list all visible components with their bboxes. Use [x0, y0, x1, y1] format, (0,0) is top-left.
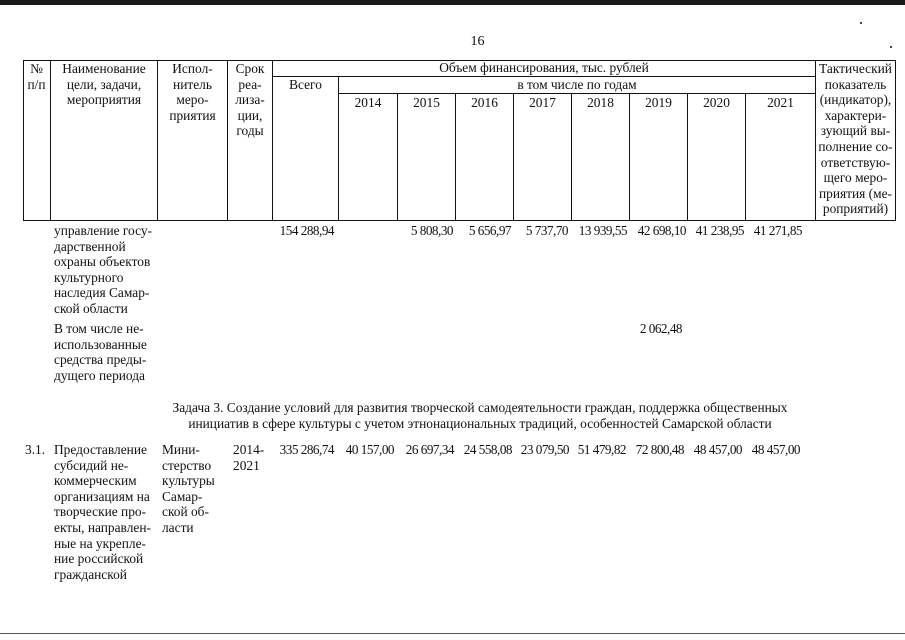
header-term: Срок реа- лиза- ции, годы: [235, 61, 265, 139]
col-line: [895, 60, 896, 221]
row1-2016: 5 656,97: [468, 223, 511, 238]
row3-2015: 26 697,34: [405, 442, 454, 457]
page-number: 16: [470, 34, 485, 49]
header-year: 2020: [703, 95, 730, 110]
row1-2015: 5 808,30: [410, 223, 453, 238]
header-name: Наименование цели, задачи, мероприятия: [62, 61, 146, 108]
header-year: 2019: [645, 95, 672, 110]
row2-name: В том числе не- использованные средства преды- дущего периода: [54, 321, 147, 383]
row1-2019: 42 698,10: [637, 223, 686, 238]
row3-executor: Мини- стерство культуры Самар- ской об- ласти: [162, 442, 215, 535]
col-line: [687, 93, 688, 221]
row1-2017: 5 737,70: [525, 223, 568, 238]
row2-2019: 2 062,48: [639, 321, 682, 336]
bottom-scan-line: [0, 633, 905, 634]
row3-2019: 72 800,48: [635, 442, 684, 457]
header-executor: Испол- нитель меро- приятия: [169, 61, 216, 123]
row1-total: 154 288,94: [279, 223, 334, 238]
header-by-year: в том числе по годам: [517, 77, 637, 92]
row3-num: 3.1.: [25, 442, 46, 457]
col-line: [513, 93, 514, 221]
row3-2021: 48 457,00: [751, 442, 800, 457]
task-title: Задача 3. Создание условий для развития творческой самодеятельности граждан, поддержка общественных инициатив в сфере культуры с учетом этнонациональных традиций, особенностей Самарской области: [172, 400, 788, 431]
row1-2021: 41 271,85: [753, 223, 802, 238]
header-total: Всего: [289, 77, 322, 92]
scan-speck: [860, 22, 862, 24]
row3-2018: 51 479,82: [577, 442, 626, 457]
col-line: [745, 93, 746, 221]
row3-name: Предоставление субсидий не- коммерческим организациям на творческие про- екты, направлен- ные на укрепле- ние российской гражданской: [54, 442, 151, 582]
header-year: 2015: [413, 95, 440, 110]
row3-2016: 24 558,08: [463, 442, 512, 457]
row3-total: 335 286,74: [279, 442, 334, 457]
header-bottom-line: [23, 220, 895, 221]
row1-2020: 41 238,95: [695, 223, 744, 238]
years-under-line: [338, 93, 815, 94]
col-line: [571, 93, 572, 221]
col-line: [397, 93, 398, 221]
header-num: № п/п: [27, 61, 46, 92]
top-border-bar: [0, 0, 905, 5]
header-year: 2021: [767, 95, 794, 110]
row3-2017: 23 079,50: [520, 442, 569, 457]
header-indicator: Тактический показатель (индикатор), характери- зующий вы- полнение со- ответствую- щего меро- приятия (ме- роприятий): [818, 61, 893, 217]
row3-2014: 40 157,00: [345, 442, 394, 457]
header-year: 2016: [471, 95, 498, 110]
row1-2018: 13 939,55: [578, 223, 627, 238]
row3-2020: 48 457,00: [693, 442, 742, 457]
header-funding: Объем финансирования, тыс. рублей: [439, 60, 649, 75]
row3-term: 2014- 2021: [233, 442, 265, 473]
header-year: 2014: [354, 95, 382, 110]
col-line: [455, 93, 456, 221]
row1-name: управление госу- дарственной охраны объектов культурного наследия Самар- ской области: [54, 223, 153, 316]
header-year: 2018: [587, 95, 614, 110]
col-line: [629, 93, 630, 221]
header-year: 2017: [529, 95, 556, 110]
